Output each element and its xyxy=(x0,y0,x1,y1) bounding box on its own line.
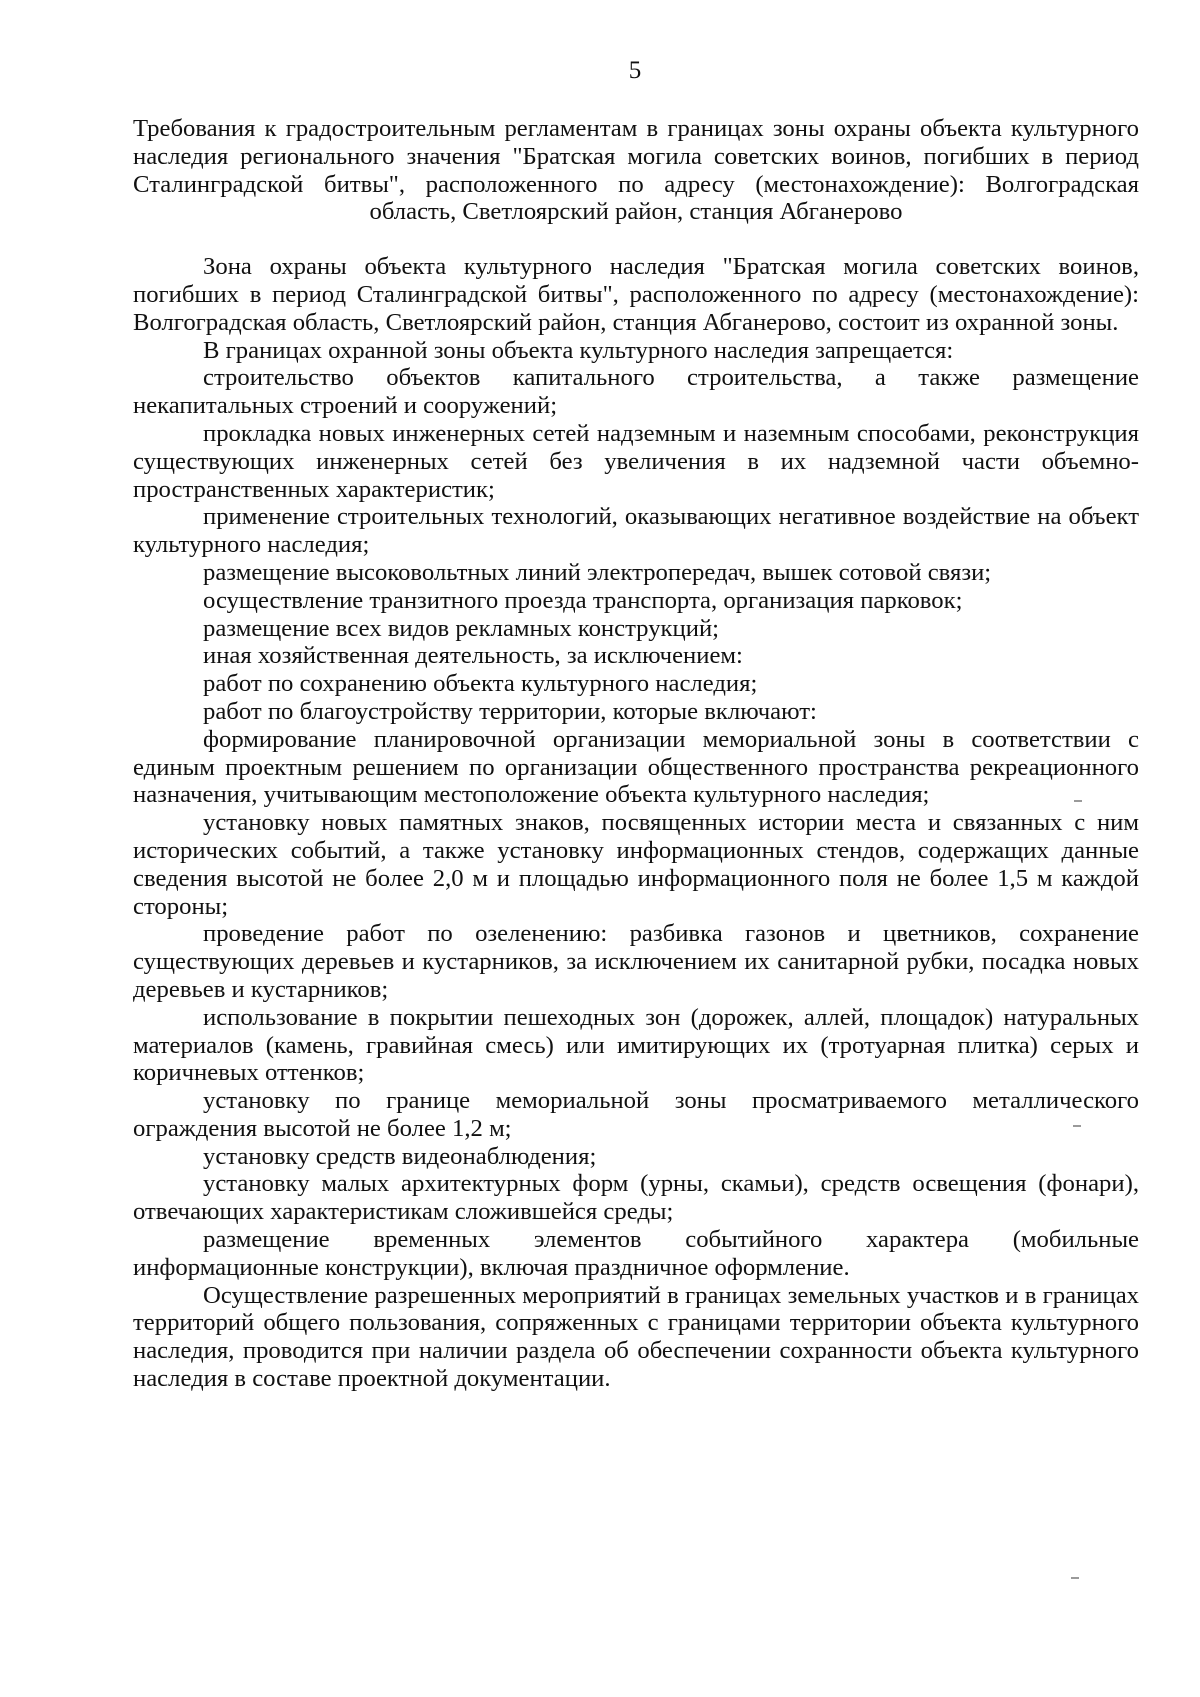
paragraph-permitted-measures: Осуществление разрешенных мероприятий в границах земельных участков и в границах территорий общего пользования, сопряженных с границами территории объекта культурного наследия, проводится при наличии раздела об обеспечении сохранности объекта культурного наследия в составе проектной документации. xyxy=(133,1281,1139,1393)
paragraph-planning-organization: формирование планировочной организации мемориальной зоны в соответствии с единым проектным решением по организации общественного пространства рекреационного назначения, учитывающим местоположение объекта культурного наследия; xyxy=(133,725,1139,809)
paragraph-fencing: установку по границе мемориальной зоны просматриваемого металлического ограждения высотой не более 1,2 м; xyxy=(133,1087,1139,1142)
paragraph-preservation-works: работ по сохранению объекта культурного наследия; xyxy=(203,670,758,698)
paragraph-other-activity: иная хозяйственная деятельность, за исключением: xyxy=(203,642,743,670)
page-number: 5 xyxy=(628,57,642,84)
paragraph-small-forms: установку малых архитектурных форм (урны, скамьи), средств освещения (фонари), отвечающих характеристикам сложившейся среды; xyxy=(133,1170,1139,1226)
scan-speck xyxy=(1073,1125,1081,1127)
document-body xyxy=(133,115,1139,1393)
paragraph-landscaping-works: работ по благоустройству территории, которые включают: xyxy=(203,697,817,725)
paragraph-construction: строительство объектов капитального строительства, а также размещение некапитальных строений и сооружений; xyxy=(133,364,1139,420)
paragraph-memorial-signs: установку новых памятных знаков, посвященных истории места и связанных с ним исторических событий, а также установку информационных стендов, содержащих данные сведения высотой не более 2,0 м и площадью информационного поля не более 1,5 м каждой стороны; xyxy=(133,809,1139,920)
paragraph-zone-composition: Зона охраны объекта культурного наследия "Братская могила советских воинов, погибших в период Сталинградской битвы", расположенного по адресу (местонахождение): Волгоградская область, Светлоярский район, станция Абганерово, состоит из охранной зоны. xyxy=(133,253,1139,336)
paragraph-temporary-elements: размещение временных элементов событийного характера (мобильные информационные конструкции), включая праздничное оформление. xyxy=(133,1226,1139,1281)
paragraph-advertising: размещение всех видов рекламных конструкций; xyxy=(203,614,720,642)
paragraph-prohibitions-intro: В границах охранной зоны объекта культурного наследия запрещается: xyxy=(203,336,954,364)
paragraph-video-surveillance: установку средств видеонаблюдения; xyxy=(203,1142,597,1170)
paragraph-power-lines: размещение высоковольтных линий электропередач, вышек сотовой связи; xyxy=(203,558,992,586)
scan-speck xyxy=(1074,800,1082,802)
paragraph-engineering-networks: прокладка новых инженерных сетей надземным и наземным способами, реконструкция существующих инженерных сетей без увеличения в их надземной части объемно-пространственных характеристик; xyxy=(133,419,1139,503)
paragraph-technologies: применение строительных технологий, оказывающих негативное воздействие на объект культурного наследия; xyxy=(133,503,1139,559)
title-spacer xyxy=(133,226,1139,253)
scan-speck xyxy=(1071,1577,1079,1579)
paragraph-greening: проведение работ по озеленению: разбивка газонов и цветников, сохранение существующих деревьев и кустарников, за исключением их санитарной рубки, посадка новых деревьев и кустарников; xyxy=(133,920,1139,1003)
paragraph-paving-materials: использование в покрытии пешеходных зон (дорожек, аллей, площадок) натуральных материалов (камень, гравийная смесь) или имитирующих их (тротуарная плитка) серых и коричневых оттенков; xyxy=(133,1003,1139,1087)
paragraph-transit: осуществление транзитного проезда транспорта, организация парковок; xyxy=(203,586,963,614)
document-title: Требования к градостроительным регламентам в границах зоны охраны объекта культурного наследия регионального значения "Братская могила советских воинов, погибших в период Сталинградской битвы", расположенного по адресу (местонахождение): Волгоградская область, Светлоярский район, станция Абганерово xyxy=(133,115,1139,226)
